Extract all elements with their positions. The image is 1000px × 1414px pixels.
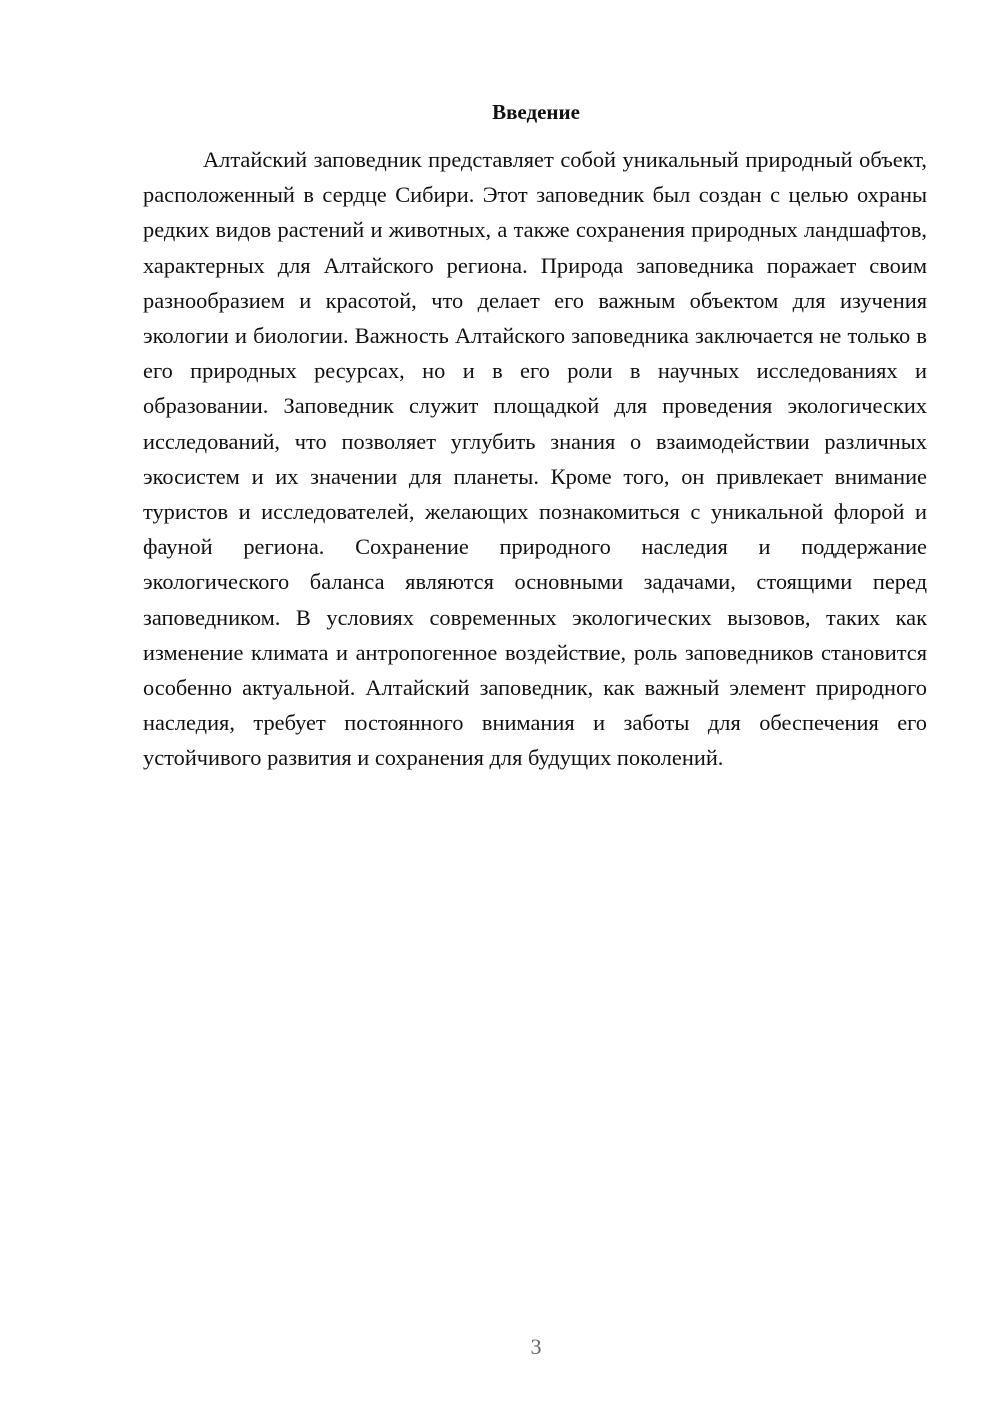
body-paragraph: Алтайский заповедник представляет собой уникальный природный объект, расположенный в сердце Сибири. Этот заповедник был создан с целью охраны редких видов растений и животных, а также сохранения природных ландшафтов, характерных для Алтайского региона. Природа заповедника поражает своим разнообразием и красотой, что делает его важным объектом для изучения экологии и биологии. Важность Алтайского заповедника заключается не только в его природных ресурсах, но и в его роли в научных исследованиях и образовании. Заповедник служит площадкой для проведения экологических исследований, что позволяет углубить знания о взаимодействии различных экосистем и их значении для планеты. Кроме того, он привлекает внимание туристов и исследователей, желающих познакомиться с уникальной флорой и фауной региона. Сохранение природного наследия и поддержание экологического баланса являются основными задачами, стоящими перед заповедником. В условиях современных экологических вызовов, таких как изменение климата и антропогенное воздействие, роль заповедников становится особенно актуальной. Алтайский заповедник, как важный элемент природного наследия, требует постоянного внимания и заботы для обеспечения его устойчивого развития и сохранения для будущих поколений. [143,147,927,771]
page-number: 3 [530,1334,542,1359]
section-title: Введение [492,100,580,124]
